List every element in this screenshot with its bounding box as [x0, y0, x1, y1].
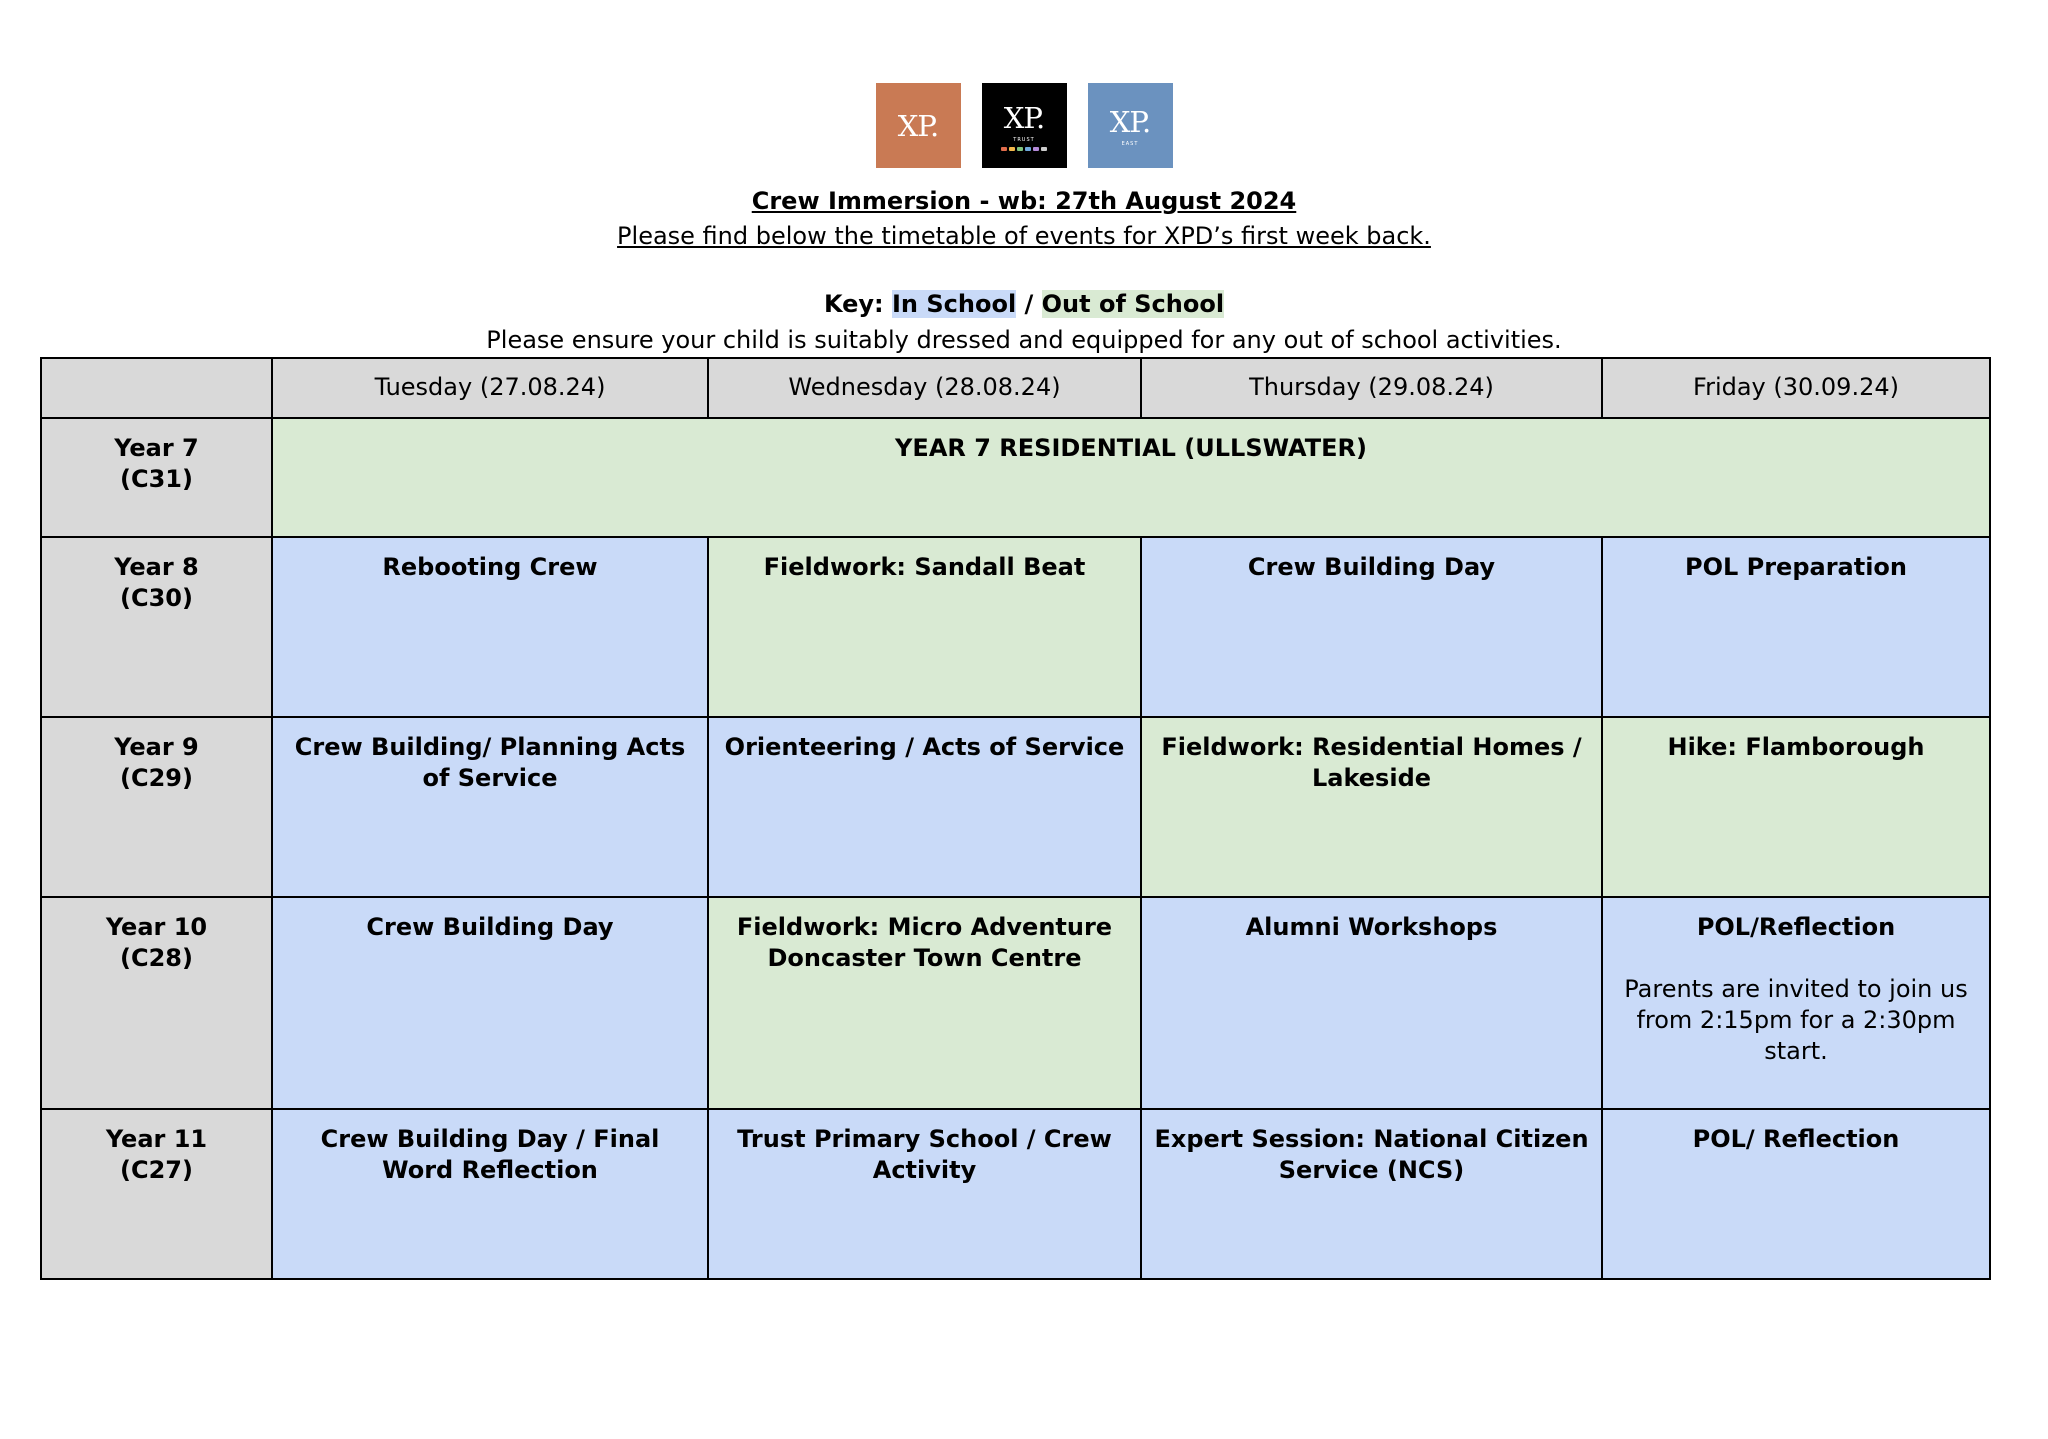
page-subtitle: Please find below the timetable of events for XPD’s first week back. [617, 222, 1431, 250]
key-out-of-school: Out of School [1041, 290, 1225, 318]
activity-cell: Fieldwork: Micro Adventure Doncaster Town Centre [708, 897, 1141, 1109]
activity-cell: Rebooting Crew [272, 537, 708, 717]
activity-cell: POL Preparation [1602, 537, 1990, 717]
year-label: Year 9 (C29) [41, 717, 272, 897]
activity-cell: Crew Building/ Planning Acts of Service [272, 717, 708, 897]
table-row [41, 1109, 1990, 1279]
logo-row [0, 83, 2048, 168]
year-label: Year 7 (C31) [41, 418, 272, 537]
activity-cell [1602, 897, 1990, 1109]
key-in-school: In School [892, 290, 1017, 318]
activity-cell: Orienteering / Acts of Service [708, 717, 1141, 897]
year-label: Year 10 (C28) [41, 897, 272, 1109]
corner-cell [41, 358, 272, 418]
year-label: Year 8 (C30) [41, 537, 272, 717]
table-row [41, 717, 1990, 897]
dress-note: Please ensure your child is suitably dressed and equipped for any out of school activities. [486, 326, 1562, 354]
activity-cell: Hike: Flamborough [1602, 717, 1990, 897]
page-title: Crew Immersion - wb: 27th August 2024 [751, 187, 1297, 215]
activity-cell: Trust Primary School / Crew Activity [708, 1109, 1141, 1279]
residential-cell: YEAR 7 RESIDENTIAL (ULLSWATER) [272, 418, 1990, 537]
activity-cell: Crew Building Day [1141, 537, 1602, 717]
day-header-row [41, 358, 1990, 418]
day-header: Thursday (29.08.24) [1141, 358, 1602, 418]
table-row [41, 897, 1990, 1109]
activity-cell: Alumni Workshops [1141, 897, 1602, 1109]
key-label: Key: [823, 290, 884, 318]
table-row [41, 418, 1990, 537]
activity-cell: POL/ Reflection [1602, 1109, 1990, 1279]
xp-east-logo: XP. EAST [1088, 83, 1173, 168]
parents-invite-note: Parents are invited to join us from 2:15pm for a 2:30pm start. [1624, 975, 1968, 1065]
butterfly-icons [1001, 147, 1047, 151]
xp-logo: XP. [876, 83, 961, 168]
timetable [40, 357, 1991, 1280]
key-separator: / [1024, 290, 1034, 318]
activity-title: POL/Reflection [1696, 913, 1896, 941]
day-header: Friday (30.09.24) [1602, 358, 1990, 418]
table-row [41, 537, 1990, 717]
activity-cell: Expert Session: National Citizen Service (NCS) [1141, 1109, 1602, 1279]
activity-cell: Crew Building Day [272, 897, 708, 1109]
day-header: Tuesday (27.08.24) [272, 358, 708, 418]
year-label: Year 11 (C27) [41, 1109, 272, 1279]
activity-cell: Crew Building Day / Final Word Reflection [272, 1109, 708, 1279]
day-header: Wednesday (28.08.24) [708, 358, 1141, 418]
colour-key [0, 290, 2048, 318]
xp-trust-logo: XP. TRUST [982, 83, 1067, 168]
activity-cell: Fieldwork: Sandall Beat [708, 537, 1141, 717]
activity-cell: Fieldwork: Residential Homes / Lakeside [1141, 717, 1602, 897]
